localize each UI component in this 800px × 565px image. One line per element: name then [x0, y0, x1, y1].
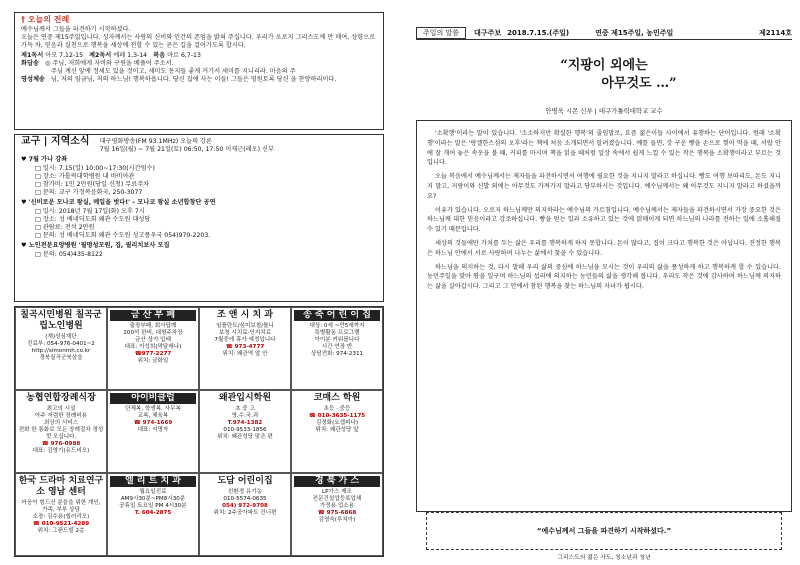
headline-line-2: 아무것도 …”: [601, 76, 677, 91]
bulletin-header: [416, 26, 792, 40]
psalm-text: ◎ 주님, 저희에게 자비와 구원을 베풀어 주소서.: [44, 60, 174, 67]
right-page: [416, 12, 792, 561]
headline-line-1: “지팡이 외에는: [560, 58, 648, 73]
ad-line: 위치: 2주공아파트 건너편: [213, 510, 277, 516]
article-paragraph: 세상의 것들에만 가치를 두는 삶은 우리를 행복하게 하지 못합니다. 돈이 많다고, 집이 크다고 행복한 것은 아닙니다. 진정한 행복은 하느님 안에서 서로 사랑하며 나누는 삶에서 찾을 수 있습니다.: [427, 239, 781, 257]
article-paragraph: 오늘 복음에서 예수님께서는 제자들을 파견하시면서 여행에 필요한 것을 지니지 말라고 하십니다. 빵도 여행 보따리도, 돈도 지니지 말고, 지팡이와 신발 외에는 아무것도 가져가지 말라고 당부하시는 것입니다. 예수님께서는 왜 아무것도 지니지 말라고 하셨을까요?: [427, 173, 781, 200]
reading-1-label: 제1독서: [21, 52, 44, 59]
communion-row: [21, 76, 377, 84]
ad-line: 보청 시치료·인지치료: [218, 330, 272, 336]
news-item-3-lines: [21, 251, 377, 259]
psalm-label: 화답송: [21, 60, 39, 67]
ad-line: 대상: 0세 ~만5세까지: [309, 323, 365, 329]
ad-title: 금 산 부 페: [110, 310, 196, 321]
news-item-1-line: □ 장소: 가톨릭대학병원 내 바비아관: [35, 172, 135, 180]
ad-line: 진료부: 054-976-0401~2: [27, 341, 95, 347]
news-item-1-lines: [21, 165, 377, 198]
ad-title: 송 죽 어 린 이 집: [294, 310, 380, 321]
ad-line: 위치: 왜관성당 맞은 편: [217, 434, 273, 440]
ad-box: [15, 307, 107, 390]
ad-line: T. 604-2875: [134, 510, 172, 516]
ad-line: 상담전화: 974-2311: [310, 351, 364, 357]
ad-line: 김영숙(루치아): [318, 517, 356, 523]
gospel-quote-box: [426, 512, 782, 550]
ad-line: 대표: 석명자: [137, 427, 169, 433]
ad-line: 단체복, 학생복, 사무복: [125, 406, 181, 412]
headline: [416, 57, 792, 93]
ad-line: 아주 저렴한 장례비용: [34, 413, 88, 419]
news-item-2-line: □ 일시: 2018년 7월 17일(화) 오후 7시: [35, 207, 145, 215]
left-page: [14, 12, 384, 557]
psalm-row: [21, 60, 377, 68]
news-item-2-line: □ 장소: 성 베네딕도회 왜관 수도원 대성당: [35, 215, 151, 223]
ad-line: 054) 972-9708: [222, 503, 268, 509]
radio-line-2: 7월 16일(월) ~ 7월 21일(토) 06:50, 17:50 이재근(레오) 신부: [99, 146, 274, 154]
ad-title: 농협연합장례식장: [26, 393, 96, 403]
ad-line: 초 중 고: [235, 406, 255, 412]
ad-line: 아이분 키워봅니다: [314, 337, 360, 343]
ad-line: 출장부페, 회사답례: [129, 323, 177, 329]
ad-line: 교복, 체육복: [137, 413, 169, 419]
ad-line: 대표: 김영기(유드비오): [32, 448, 90, 454]
news-item-2-line: □ 관람료: 전석 2만원: [35, 224, 95, 232]
ad-line: 김정화(요셉피나): [315, 420, 359, 426]
ad-line: 200석 완비, 대형주차장: [123, 330, 183, 336]
ad-box: [199, 307, 291, 390]
reading-1-ref: 아모 7,12-15: [45, 52, 84, 59]
news-item-2-title: ♥ '신비로운 모나코 왕실, 메일을 벗다!' – 모나코 왕실 소년합창단 공연: [21, 199, 216, 207]
article-body: [416, 120, 792, 512]
ad-line: 010-5574-0635: [223, 496, 267, 502]
reading-2-label: 제2독서: [89, 52, 112, 59]
footer-caption: 그리스도의 젊은 사도, 청소년과 청년: [557, 555, 651, 561]
ad-title: 경 북 가 스: [294, 476, 380, 487]
news-item-1-line: □ 참가비: 1인 2만원(당일 신청) 무료주차: [35, 181, 150, 189]
ad-line: ☎ 973-4777: [225, 344, 265, 350]
ad-line: LP가스 제조: [322, 489, 352, 495]
ad-line: 7월중에 휴가 예정입니다: [214, 337, 276, 343]
ad-box: [291, 390, 383, 473]
ad-line: 위치: 금화일: [137, 358, 169, 364]
ad-title: 칠곡시민병원 칠곡군립노인병원: [20, 310, 102, 331]
gospel-ref: 마르 6,7-13: [167, 52, 201, 59]
ad-line: 위치: 왜관성당 앞: [315, 427, 359, 433]
ad-line: ☎ 010-9521-4289: [32, 521, 90, 527]
ad-line: 시간 연장 반: [321, 344, 353, 350]
ad-line: ☎ 976-0988: [41, 441, 81, 447]
ad-line: 소장: 김수용(힐러리오): [32, 514, 90, 520]
news-item-1-line: □ 문의: 교구 가정복음화국, 250-3077: [35, 189, 143, 197]
ad-line: 전화 한 통화로 모든 장례절차 정성껏 모십니다.: [18, 427, 104, 440]
ad-title: 조 앤 시 치 과: [216, 310, 273, 320]
ad-line: 마음이 힘드신 분들을 위한 개인, 가족, 부부 상담: [21, 500, 101, 513]
ad-line: AM9시30분~PM8시30분: [120, 496, 186, 502]
news-item-2-lines: [21, 208, 377, 241]
paper-name: 대구주보: [474, 28, 502, 37]
issue-number: 제2114호: [758, 28, 792, 37]
ad-line: http://simonmh.co.kr: [31, 348, 91, 354]
ad-line: T.974-1382: [227, 420, 263, 426]
ad-line: 친환경 유기농: [227, 489, 263, 495]
liturgy-body: 오늘은 연중 제15주일입니다. 성자께서는 사랑의 신비와 인간의 존엄을 밝혀 주십니다. 우리가 오로지 그리스도께 만 매여, 성령으로 가득 차, 믿음과 실천으로 행복을 세상에 전할 수 있는 곧은 길을 걸어가도록 합시다.: [21, 34, 376, 49]
news-item-2-line: □ 문의: 성 베네딕도회 왜관 수도원 성고풍우국 054)970-2203.: [35, 232, 211, 240]
ad-box: [291, 473, 383, 556]
ad-line: 경북칠곡군북삼읍: [39, 355, 83, 361]
liturgy-intro: 예수님께서 그들을 파견하기 시작하셨다.: [21, 26, 131, 33]
ad-line: ☎ 975-6868: [317, 510, 357, 516]
ad-box: [15, 390, 107, 473]
news-box: [14, 134, 384, 302]
section-tag: 주일의 말씀: [416, 27, 466, 39]
ad-box: [107, 307, 199, 390]
ad-line: 최상의 서비스: [43, 420, 79, 426]
liturgy-title: † 오늘의 전례: [21, 15, 70, 24]
readings-row: [21, 52, 377, 60]
ad-box: [15, 473, 107, 556]
article-paragraph: '소확행'이라는 말이 있습니다. '소소하지만 확실한 행복'의 줄임말로, 요즘 젊은이들 사이에서 유행하는 단어입니다. 원래 '소확행'이라는 말은 '랑겔한스섬의 오후'라는 책에 처음 소개되면서 알려졌습니다. 예를 들면, 갓 구운 빵을 손으로 찢어 먹을 때, 서랍 안에 잘 개어 놓은 속옷을 볼 때, 커피를 마시며 책을 읽을 때처럼 일상 속에서 쉽게 느낄 수 있는 작은 행복을 소확행이라고 부르는 것입니다.: [427, 130, 781, 167]
ad-line: ☎977-2277: [134, 351, 172, 357]
ads-grid: [14, 306, 384, 557]
news-item-1-title: ♥ 7월 가나 강좌: [21, 156, 68, 164]
ad-line: 위치: 그랜드빌 2층: [37, 528, 85, 534]
issue-date: 2018.7.15.(주일): [507, 28, 570, 37]
gospel-quote: “예수님께서 그들을 파견하기 시작하셨다.”: [536, 527, 672, 535]
author-line: 안병욱 시몬 신부 | 대구가톨릭대학교 교수: [545, 107, 663, 115]
communion-text: 님, 저의 임금님, 저의 하느님! 행복하옵니다. 당신 집에 사는 이들! 그들은 영원토록 당신 을 찬양하리이다.: [50, 76, 337, 83]
news-item-3-title: ♥ 노인전문요양병원 '필명성모원, 집, 필리치보사 모집: [21, 242, 170, 250]
ad-line: 초등 · 중등: [323, 406, 351, 412]
ad-box: [107, 390, 199, 473]
ad-line: 최고의 시설: [46, 406, 76, 412]
news-title: 교구 | 지역소식: [21, 136, 90, 147]
ad-line: 월요일진료: [139, 489, 167, 495]
ad-box: [291, 307, 383, 390]
ad-line: 영.수.국.과: [231, 413, 259, 419]
news-item-3-line: □ 문의: 054)435-8122: [35, 250, 103, 258]
ad-box: [199, 390, 291, 473]
ad-line: 가정용·업소용: [319, 503, 355, 509]
ad-line: 대표: 이성희(막달레나): [124, 344, 182, 350]
ad-line: 전문건설업등록업체: [312, 496, 362, 502]
liturgy-box: [14, 12, 384, 130]
reading-2-ref: 에페 1,3-14: [113, 52, 148, 59]
ad-title: 한국 드라마 치료연구소 영남 센터: [18, 476, 104, 497]
ad-title: 왜관입시학원: [218, 393, 272, 403]
communion-label: 영성체송: [21, 76, 45, 83]
article-paragraph: 이유가 있습니다. 오로지 하느님께만 의지하라는 예수님의 가르침입니다. 예수님께서는 제자들을 파견하시면서 가장 중요한 것은 하느님께 대한 믿음이라고 강조하십니다. 빵을 얻는 일과 소유하고 있는 것에 얽매이게 되면 하느님의 나라를 전하는 일에 소홀해질 수 있기 때문입니다.: [427, 206, 781, 234]
sunday-name: 연중 제15주일, 농민주일: [595, 28, 674, 37]
ad-box: [107, 473, 199, 556]
gospel-label: 복음: [153, 52, 166, 59]
ad-line: ☎ 974-1669: [133, 420, 173, 426]
news-item-1-line: □ 일시: 7.15(일) 10:00~17:30(시간엄수): [35, 164, 155, 172]
article-paragraph: 하느님을 의지하는 것, 다시 말해 우리 삶의 중심에 하느님을 모시는 것이 우리의 삶을 풍성하게 하고 행복하게 할 수 있습니다. 농민주일을 맞아 땅을 일구며 하느님의 섭리에 의지하는 농민들의 삶을 생각해 봅니다. 우리도 작은 것에 감사하며 하느님께 의지하는 삶을 살아갑시다. 그리고 그 안에서 참된 행복을 찾는 하느님의 자녀가 됩시다.: [427, 263, 781, 291]
ad-line: 공휴일 토요일 PM 4시30분: [119, 503, 187, 509]
ad-title: 아이비클럽: [110, 393, 196, 404]
ad-line: 임플란트/심미보철/틀니: [216, 323, 274, 329]
ad-title: 도담 어린이집: [217, 476, 273, 486]
ad-title: 코매스 학원: [313, 393, 361, 403]
psalm-text-2: 주님 계신 앞에 정세도 있을 것이고, 세미도 동지들 좋게 거기서 세미를 지니리라. 마음의 주: [51, 68, 296, 75]
radio-line-1: 대구평화방송(FM 93.1MHz) 오늘의 강론: [99, 138, 212, 145]
ad-line: 010-9533-1856: [223, 427, 267, 433]
ad-line: 특별활동 프로그램: [314, 330, 360, 336]
ad-title: 엘 리 트 치 과: [110, 476, 196, 487]
ad-line: 금산 상가 입태: [135, 337, 171, 343]
ad-line: 위치: 왜관역 앞 안: [222, 351, 268, 357]
ad-line: ☎ 010-3635-1175: [308, 413, 366, 419]
ad-line: (재)성심재단: [45, 334, 77, 340]
ad-box: [199, 473, 291, 556]
